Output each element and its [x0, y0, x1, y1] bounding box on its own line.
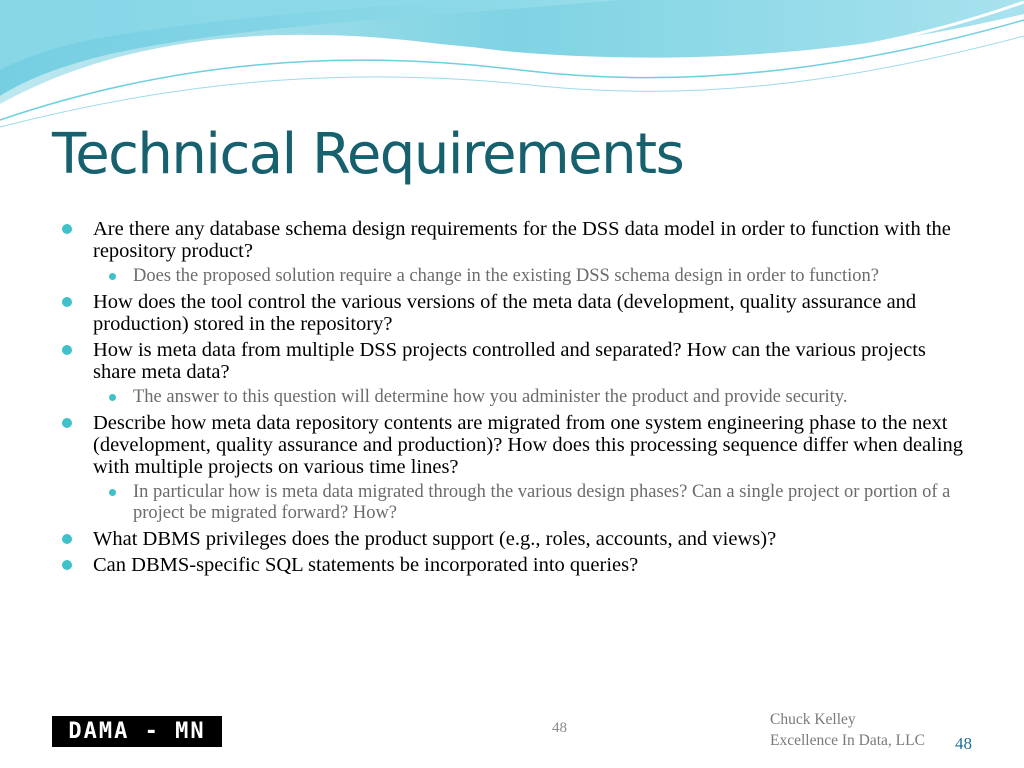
- decorative-wave-header: [0, 0, 1024, 130]
- sub-bullet-dot-icon: [109, 394, 116, 401]
- page-number: 48: [955, 734, 972, 753]
- sub-bullet-dot-icon: [109, 489, 116, 496]
- bullet-list: [60, 218, 970, 580]
- sub-bullet-dot-icon: [109, 273, 116, 280]
- bullet-dot-icon: [62, 534, 72, 544]
- bullet-text: What DBMS privileges does the product support (e.g., roles, accounts, and views)?: [93, 528, 777, 550]
- bullet-text: How is meta data from multiple DSS projects controlled and separated? How can the various projects share meta data?: [93, 339, 926, 383]
- bullet-dot-icon: [62, 224, 72, 234]
- sub-bullet-text: In particular how is meta data migrated through the various design phases? Can a single project or portion of a project be migrated forward? How?: [133, 482, 951, 523]
- sub-bullet-text: Does the proposed solution require a change in the existing DSS schema design in order to function?: [133, 266, 879, 286]
- bullet-item: [60, 528, 970, 550]
- logo-text: DAMA - MN: [68, 719, 206, 744]
- bullet-text: Can DBMS-specific SQL statements be incorporated into queries?: [93, 554, 639, 576]
- bullet-dot-icon: [62, 560, 72, 570]
- sub-bullet-text: The answer to this question will determine how you administer the product and provide security.: [133, 387, 848, 407]
- bullet-dot-icon: [62, 297, 72, 307]
- bullet-text: Describe how meta data repository contents are migrated from one system engineering phase to the next (development, quality assurance and production)? How does this processing sequence differ when dealing with multiple projects on various time lines?: [93, 412, 964, 478]
- bullet-item: [60, 218, 970, 262]
- bullet-dot-icon: [62, 418, 72, 428]
- bullet-item: [60, 412, 970, 478]
- sub-bullet-item: [101, 387, 970, 408]
- author-name: Chuck Kelley: [770, 711, 856, 728]
- slide-number-center: 48: [552, 720, 567, 736]
- author-company: Excellence In Data, LLC: [770, 732, 925, 749]
- author-block: [770, 709, 925, 751]
- bullet-item: [60, 339, 970, 383]
- bullet-text: How does the tool control the various versions of the meta data (development, quality assurance and production) stored in the repository?: [93, 291, 917, 335]
- slide-title: Technical Requirements: [52, 122, 684, 187]
- bullet-dot-icon: [62, 345, 72, 355]
- bullet-item: [60, 291, 970, 335]
- sub-bullet-item: [101, 266, 970, 287]
- sub-bullet-item: [101, 482, 970, 524]
- bullet-item: [60, 554, 970, 576]
- bullet-text: Are there any database schema design requirements for the DSS data model in order to function with the repository product?: [93, 218, 951, 262]
- dama-mn-logo: [52, 716, 222, 747]
